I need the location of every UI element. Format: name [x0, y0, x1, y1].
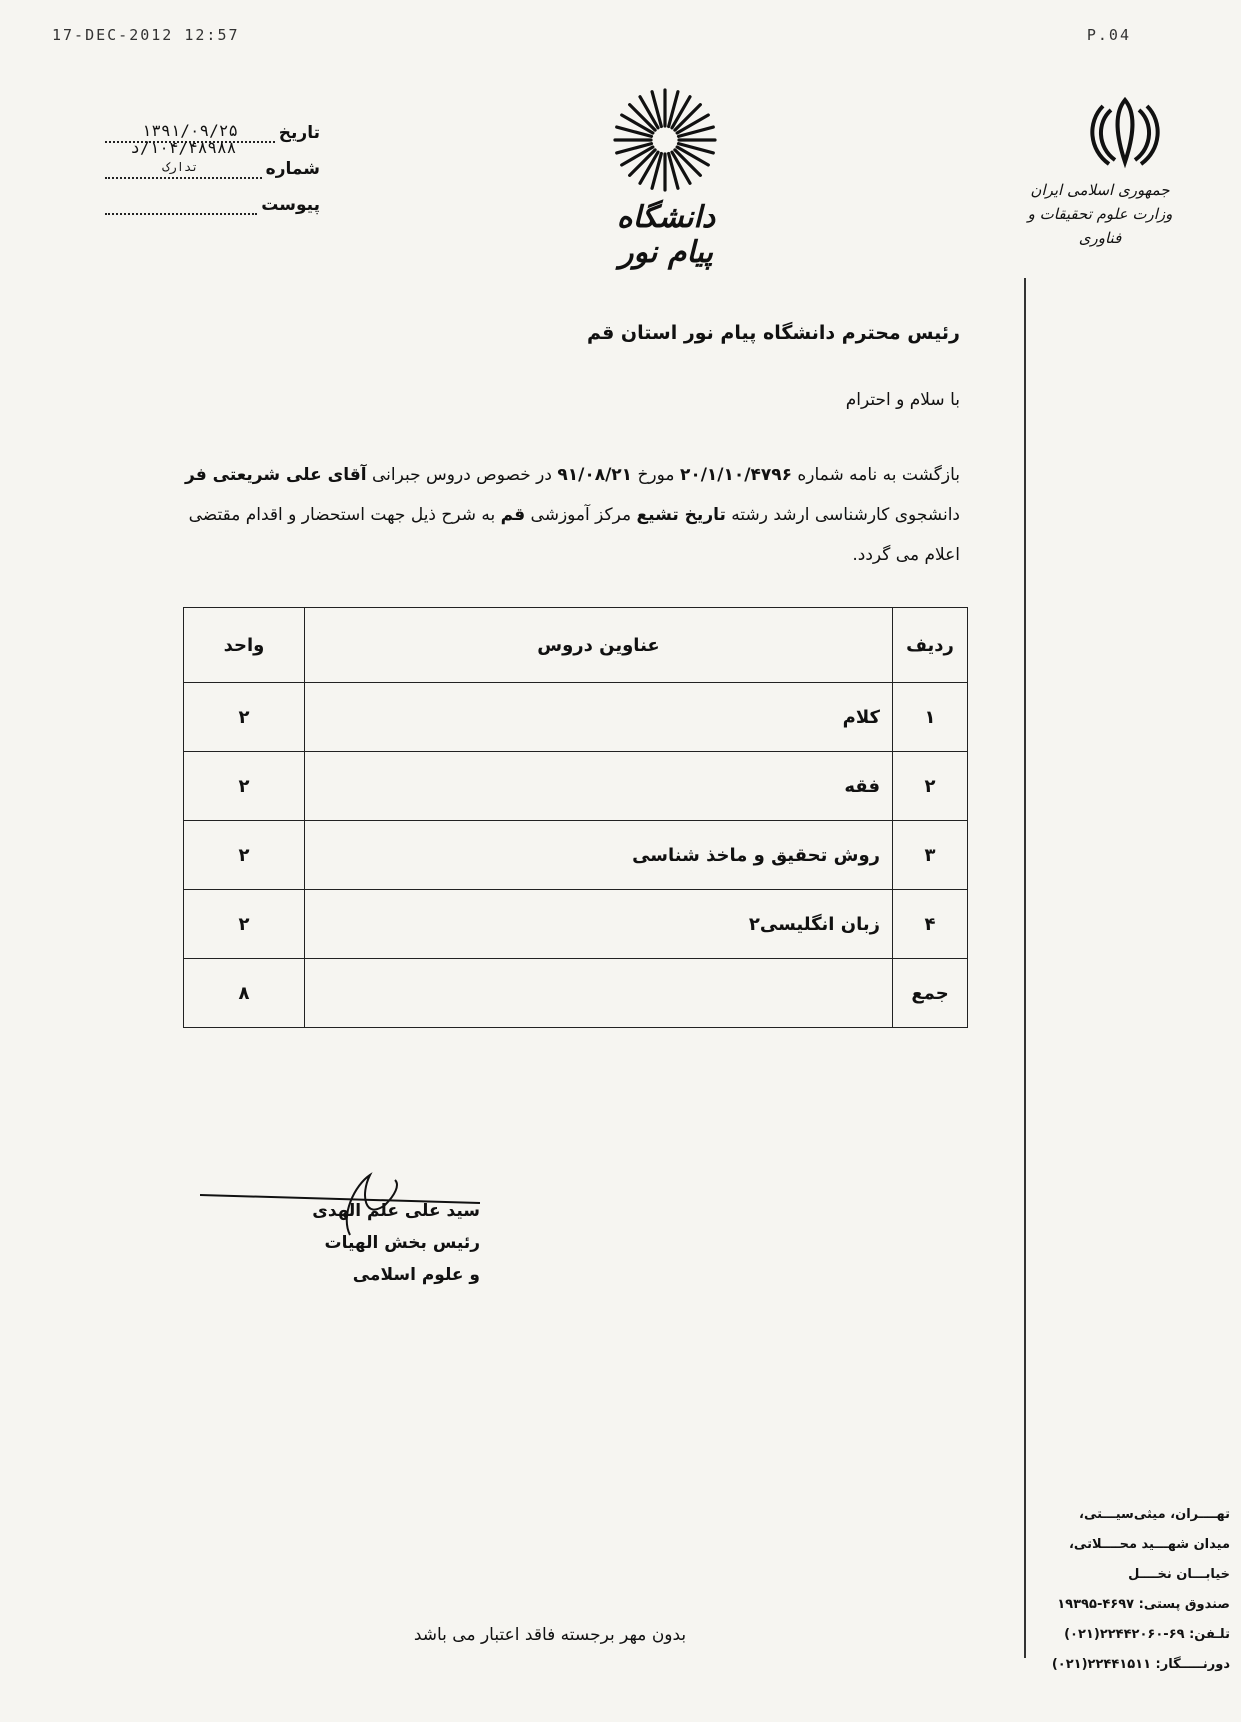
- signatory-title-1: رئیس بخش الهیات: [324, 1233, 480, 1253]
- contact-info: [1030, 1500, 1230, 1680]
- student-name: آقای علی شریعتی فر: [185, 465, 367, 485]
- table-row: [184, 683, 968, 752]
- contact-line-4: صندوق پستی: ۴۶۹۷-۱۹۳۹۵: [1057, 1597, 1230, 1612]
- letter-paragraph: [180, 455, 960, 575]
- course-title: زبان انگلیسی۲: [305, 890, 893, 959]
- city-name: قم: [500, 505, 526, 525]
- signatory-name: سید علی علم الهدی: [312, 1201, 480, 1221]
- table-header-row: [184, 608, 968, 683]
- contact-line-1: تهــــران، میثی‌سیـــتی،: [1079, 1507, 1230, 1522]
- meta-number-row: [105, 138, 320, 179]
- total-units: ۸: [184, 959, 305, 1028]
- course-units: ۲: [184, 752, 305, 821]
- ministry-name: [1020, 178, 1180, 250]
- total-label: جمع: [893, 959, 968, 1028]
- date-value: ۱۳۹۱/۰۹/۲۵: [105, 122, 275, 143]
- header-row-number: ردیف: [893, 608, 968, 683]
- table-total-row: [184, 959, 968, 1028]
- reference-number: ۲۰/۱/۱۰/۴۷۹۶: [679, 465, 792, 485]
- iran-emblem-icon: [1085, 92, 1165, 172]
- header-units: واحد: [184, 608, 305, 683]
- para-text-3: در خصوص دروس جبرانی: [366, 465, 558, 485]
- signatory-title-2: و علوم اسلامی: [352, 1265, 480, 1285]
- number-subnote: تدارک: [162, 160, 199, 174]
- courses-table: [183, 607, 968, 1028]
- row-number: ۴: [893, 890, 968, 959]
- date-label: تاریخ: [278, 123, 320, 143]
- margin-divider: [1024, 278, 1026, 1658]
- number-label: شماره: [265, 159, 320, 179]
- row-number: ۳: [893, 821, 968, 890]
- fax-header-timestamp: 17-DEC-2012 12:57: [52, 26, 240, 44]
- table-row: [184, 821, 968, 890]
- course-units: ۲: [184, 683, 305, 752]
- contact-line-2: میدان شهـــید محــــلاتی،: [1068, 1537, 1230, 1552]
- header-course-title: عناوین دروس: [305, 608, 893, 683]
- total-title: [305, 959, 893, 1028]
- addressee: رئیس محترم دانشگاه پیام نور استان قم: [586, 322, 960, 344]
- para-text-5: مرکز آموزشی: [525, 505, 637, 525]
- para-text-6: به شرح ذیل جهت استحضار و اقدام مقتضی اعلام می گردد.: [188, 505, 960, 565]
- para-text-4: دانشجوی کارشناسی ارشد رشته: [725, 505, 960, 525]
- course-title: کلام: [305, 683, 893, 752]
- contact-line-6: دورنـــــگار: ۲۲۴۴۱۵۱۱(۰۲۱): [1051, 1657, 1230, 1672]
- contact-line-5: تلـفن: ۶۹-۲۲۴۴۲۰۶۰(۰۲۱): [1064, 1627, 1230, 1642]
- contact-line-3: خیابـــان نخــــل: [1128, 1567, 1230, 1582]
- signature-block: [250, 1195, 480, 1291]
- field-of-study: تاریخ تشیع: [636, 505, 726, 525]
- course-units: ۲: [184, 821, 305, 890]
- table-row: [184, 890, 968, 959]
- ministry-line-1: جمهوری اسلامی ایران: [1030, 181, 1170, 199]
- reference-date: ۹۱/۰۸/۲۱: [557, 465, 633, 485]
- number-value: [105, 139, 262, 179]
- meta-attachment-row: [105, 187, 320, 215]
- greeting: با سلام و احترام: [845, 390, 960, 410]
- attachment-value: [105, 212, 257, 215]
- ministry-line-2: وزارت علوم تحقیقات و فناوری: [1027, 205, 1173, 247]
- attachment-label: پیوست: [261, 195, 320, 215]
- row-number: ۲: [893, 752, 968, 821]
- para-text-1: بازگشت به نامه شماره: [791, 465, 960, 485]
- course-title: روش تحقیق و ماخذ شناسی: [305, 821, 893, 890]
- number-value-text: ۱۰۴/۴۸۹۸۸/د: [130, 138, 237, 157]
- para-text-2: مورخ: [632, 465, 680, 485]
- row-number: ۱: [893, 683, 968, 752]
- validity-note: بدون مهر برجسته فاقد اعتبار می باشد: [413, 1625, 687, 1645]
- table-row: [184, 752, 968, 821]
- course-title: فقه: [305, 752, 893, 821]
- fax-page-number: P.04: [1086, 26, 1131, 44]
- university-logo-text: دانشگاه پیام نور: [616, 200, 716, 270]
- letter-meta: [105, 115, 320, 223]
- course-units: ۲: [184, 890, 305, 959]
